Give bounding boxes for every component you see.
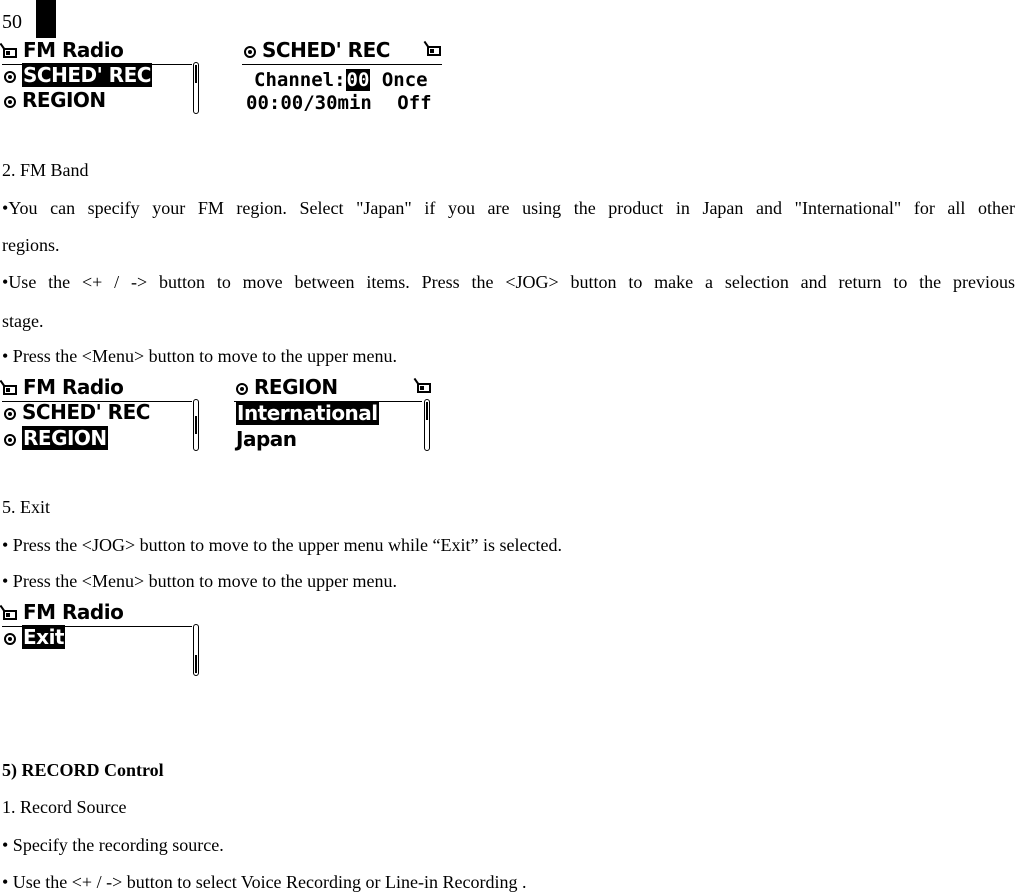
state-value[interactable]: Off — [397, 92, 432, 114]
lcd-screen-fm-main-1 — [0, 38, 210, 118]
region-option-japan[interactable]: Japan — [236, 427, 297, 451]
time-value[interactable]: 00:00/30min — [246, 92, 372, 114]
channel-value[interactable]: 00 — [346, 69, 370, 91]
fm-band-paragraph-2-line-2: stage. — [2, 311, 44, 331]
lcd-screen-region — [232, 375, 442, 455]
menu-item-region[interactable]: REGION — [4, 426, 108, 450]
radio-icon — [2, 604, 19, 621]
menu-item-sched-rec[interactable]: SCHED' REC — [4, 400, 150, 424]
menu-item-exit[interactable]: Exit — [4, 625, 65, 649]
page-number: 50 — [2, 11, 22, 33]
menu-item-sched-rec[interactable]: SCHED' REC — [4, 63, 152, 87]
scrollbar[interactable] — [424, 399, 430, 451]
radio-icon — [416, 377, 433, 394]
record-source-subheading: 1. Record Source — [2, 797, 127, 817]
title-divider — [242, 64, 442, 65]
radio-icon — [426, 40, 443, 57]
bullet-icon — [4, 633, 16, 645]
fm-band-paragraph-2-line-1: •Use the <+ / -> button to move between items. Press the <JOG> button to make a selection and return to the previous — [2, 272, 1015, 292]
bullet-icon — [4, 434, 16, 446]
channel-row: Channel:00 Once — [254, 69, 428, 91]
lcd-screen-sched-rec — [240, 38, 450, 118]
screen-title: REGION — [236, 375, 338, 399]
bullet-icon — [236, 383, 248, 395]
scrollbar[interactable] — [193, 62, 199, 114]
bullet-icon — [4, 408, 16, 420]
lcd-screen-fm-main-3 — [0, 600, 210, 680]
exit-heading: 5. Exit — [2, 497, 50, 517]
record-paragraph-2: • Use the <+ / -> button to select Voice Recording or Line-in Recording . — [2, 872, 527, 892]
page-marker — [36, 0, 56, 38]
bullet-icon — [4, 96, 16, 108]
scrollbar[interactable] — [193, 624, 199, 676]
radio-icon — [2, 42, 19, 59]
screen-title: SCHED' REC — [244, 38, 390, 62]
record-control-heading: 5) RECORD Control — [2, 760, 164, 780]
radio-icon — [2, 379, 19, 396]
repeat-value[interactable]: Once — [381, 69, 428, 91]
bullet-icon — [4, 71, 16, 83]
exit-paragraph-1: • Press the <JOG> button to move to the upper menu while “Exit” is selected. — [2, 535, 562, 555]
bullet-icon — [244, 46, 256, 58]
fm-band-paragraph-3: • Press the <Menu> button to move to the upper menu. — [2, 346, 398, 366]
screen-title: FM Radio — [2, 38, 123, 62]
screen-title: FM Radio — [2, 600, 123, 624]
region-option-international[interactable]: International — [237, 401, 378, 425]
fm-band-paragraph-1-line-2: regions. — [2, 235, 60, 255]
lcd-screen-fm-main-2 — [0, 375, 210, 455]
fm-band-paragraph-1-line-1: •You can specify your FM region. Select "Japan" if you are using the product in Japan and "International" for all other — [2, 198, 1015, 218]
record-paragraph-1: • Specify the recording source. — [2, 835, 224, 855]
menu-item-region[interactable]: REGION — [4, 88, 106, 112]
scrollbar[interactable] — [193, 399, 199, 451]
exit-paragraph-2: • Press the <Menu> button to move to the upper menu. — [2, 571, 398, 591]
fm-band-heading: 2. FM Band — [2, 160, 89, 180]
time-row — [246, 91, 432, 115]
screen-title: FM Radio — [2, 375, 123, 399]
